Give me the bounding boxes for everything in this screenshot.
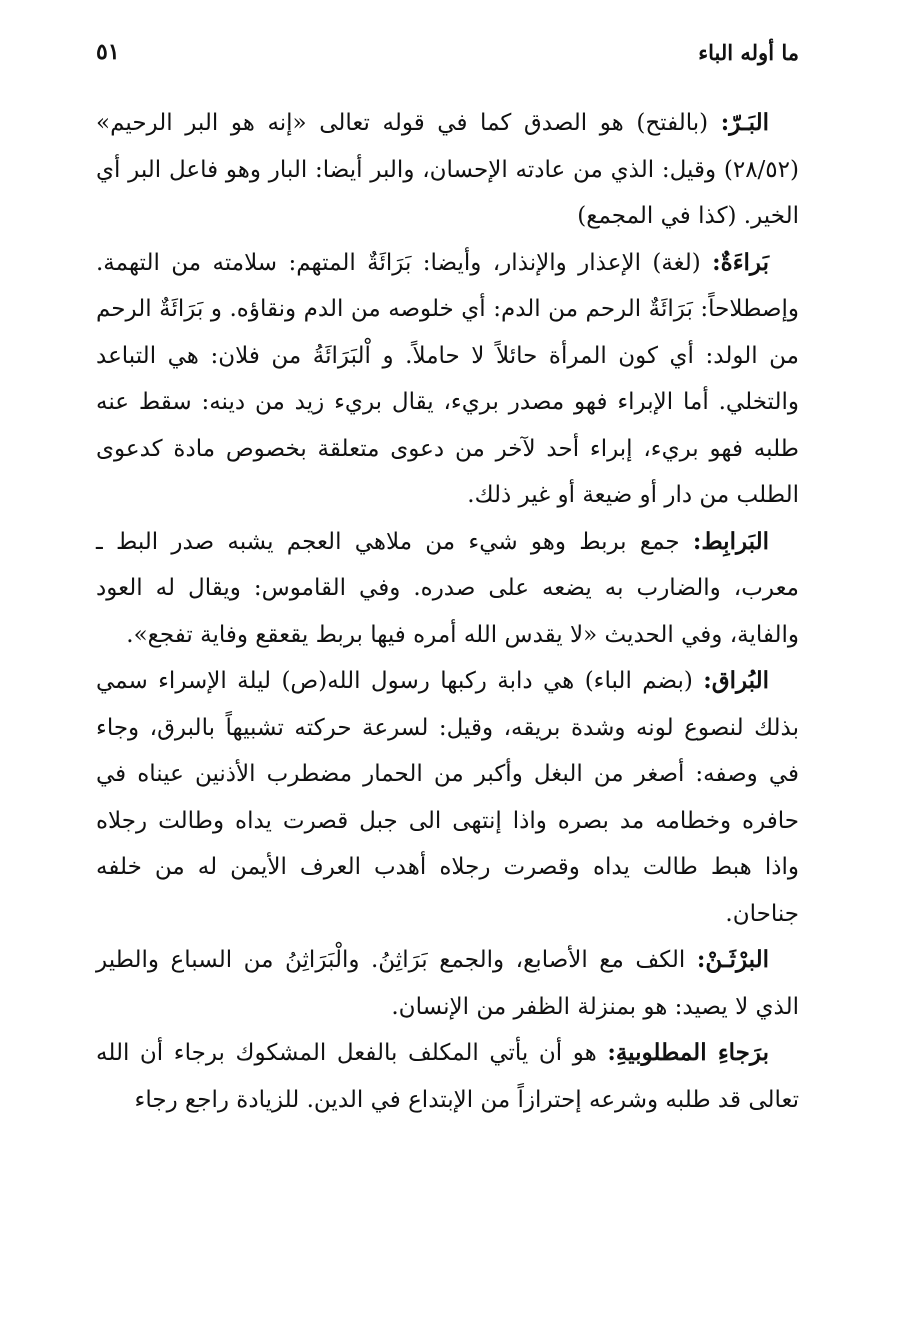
running-title: ما أوله الباء (698, 39, 799, 65)
entry-definition: الكف مع الأصابع، والجمع بَرَاثِنُ. والْبَرَاثِنُ من السباع والطير الذي لا يصيد: هو بمنزلة الظفر من الإنسان. (96, 947, 799, 1020)
entry-definition: (بضم الباء) هي دابة ركبها رسول الله(ص) ليلة الإسراء سمي بذلك لنصوع لونه وشدة بريقه، وقيل: لسرعة حركته تشبيهاً بالبرق، وجاء في وصفه: أصغر من البغل وأكبر من الحمار مضطرب الأذنين عيناه في حافره وخطامه مد بصره واذا إنتهى الى جبل قصرت يداه وطالت رجلاه واذا هبط طالت يداه وقصرت رجلاه أهدب العرف الأيمن له من خلفه جناحان. (96, 668, 799, 927)
entry-headword: البرْثَـنْ: (696, 946, 769, 973)
entry-al-barabit (96, 519, 799, 659)
entry-definition: (بالفتح) هو الصدق كما في قوله تعالى «إنه هو البر الرحيم» (٢٨/٥٢) وقيل: الذي من عادته الإحسان، والبر أيضا: البار وهو فاعل البر أي الخير. (كذا في المجمع) (96, 110, 799, 229)
entry-headword: البُراق: (703, 667, 769, 694)
entry-definition: جمع بربط وهو شيء من ملاهي العجم يشبه صدر البط ـ معرب، والضارب به يضعه على صدره. وفي القاموس: ويقال له العود والفاية، وفي الحديث «لا يقدس الله أمره فيها بربط يقعقع وفاية تفجع». (96, 528, 799, 648)
entry-al-barr (96, 100, 799, 240)
running-head (96, 32, 799, 72)
entry-baraa (96, 240, 799, 519)
entry-headword: البَـرّ: (720, 109, 769, 136)
entry-al-buraq (96, 658, 799, 937)
entry-definition: هو أن يأتي المكلف بالفعل المشكوك برجاء أن الله تعالى قد طلبه وشرعه إحترازاً من الإبتداع في الدين. للزيادة راجع رجاء (96, 1040, 799, 1113)
entry-birajai-al-matlubiyya (96, 1030, 799, 1123)
page-number: ٥١ (96, 39, 120, 65)
entry-headword: البَرابِط: (692, 527, 769, 555)
entry-headword: برَجاءِ المطلوبيةِ: (607, 1039, 769, 1066)
entry-definition: (لغة) الإعذار والإنذار، وأيضا: بَرَائَةٌ المتهم: سلامته من التهمة. وإصطلاحاً: بَرَائَةٌ الرحم من الدم: أي خلوصه من الدم ونقاؤه. و بَرَائَةٌ الرحم من الولد: أي كون المرأة حائلاً لا حاملاً. و اْلبَرَائَةُ من فلان: هي التباعد والتخلي. أما الإبراء فهو مصدر بريء، يقال بريء زيد من دينه: سقط عنه طلبه فهو بريء، إبراء أحد لآخر من دعوى متعلقة بخصوص مادة كدعوى الطلب من دار أو ضيعة أو غير ذلك. (96, 249, 799, 508)
entry-headword: بَراءَةٌ: (712, 248, 769, 276)
entry-al-burthun (96, 937, 799, 1030)
dictionary-entries (96, 100, 799, 1123)
